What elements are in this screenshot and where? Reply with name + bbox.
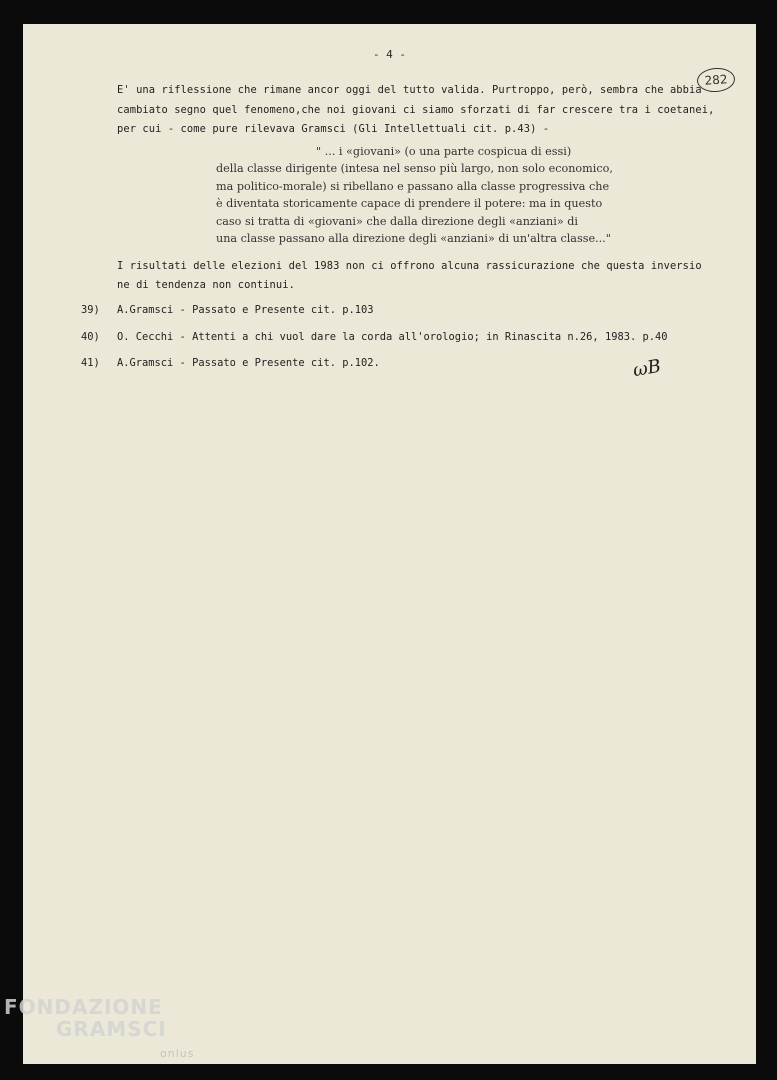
paragraph-line: ne di tendenza non continui. (117, 279, 295, 291)
quote-block (216, 143, 613, 247)
paragraph-line: E' una riflessione che rimane ancor oggi del tutto valida. Purtroppo, però, sembra che abbia (117, 84, 702, 96)
quote-line: " ... i «giovani» (o una parte cospicua di essi) (316, 145, 572, 158)
footnote (81, 331, 668, 343)
watermark-line: onlus (160, 1047, 195, 1060)
footnote-number: 40) (81, 331, 100, 343)
page-number: - 4 - (372, 48, 407, 61)
archive-number-stamp: 282 (696, 67, 736, 94)
paragraph-line: I risultati delle elezioni del 1983 non ci offrono alcuna rassicurazione che questa inversio (117, 260, 702, 272)
quote-line: ma politico-morale) si ribellano e passano alla classe progressiva che (216, 179, 610, 193)
footnote (81, 357, 380, 369)
quote-line: una classe passano alla direzione degli «anziani» di un'altra classe..." (216, 232, 611, 246)
quote-line: della classe dirigente (intesa nel senso più largo, non solo economico, (216, 162, 613, 176)
footnote-number: 41) (81, 357, 100, 369)
fondazione-gramsci-watermark (4, 995, 195, 1060)
quote-line: è diventata storicamente capace di prendere il potere: ma in questo (216, 197, 603, 211)
footnote (81, 304, 373, 316)
footnote-text: A.Gramsci - Passato e Presente cit. p.103 (117, 304, 374, 316)
watermark-line: FONDAZIONE (4, 995, 163, 1019)
handwritten-initials: ωB (631, 355, 663, 382)
footnote-text: O. Cecchi - Attenti a chi vuol dare la corda all'orologio; in Rinascita n.26, 1983. p.40 (117, 331, 668, 343)
quote-line: caso si tratta di «giovani» che dalla direzione degli «anziani» di (216, 214, 578, 228)
paragraph-line: cambiato segno quel fenomeno,che noi giovani ci siamo sforzati di far crescere tra i coetanei, (117, 104, 715, 116)
footnote-text: A.Gramsci - Passato e Presente cit. p.102. (117, 357, 380, 369)
watermark-line: GRAMSCI (56, 1017, 167, 1041)
document-page (23, 24, 756, 1064)
paragraph-line: per cui - come pure rilevava Gramsci (Gli Intellettuali cit. p.43) - (117, 123, 550, 135)
footnote-number: 39) (81, 304, 100, 316)
